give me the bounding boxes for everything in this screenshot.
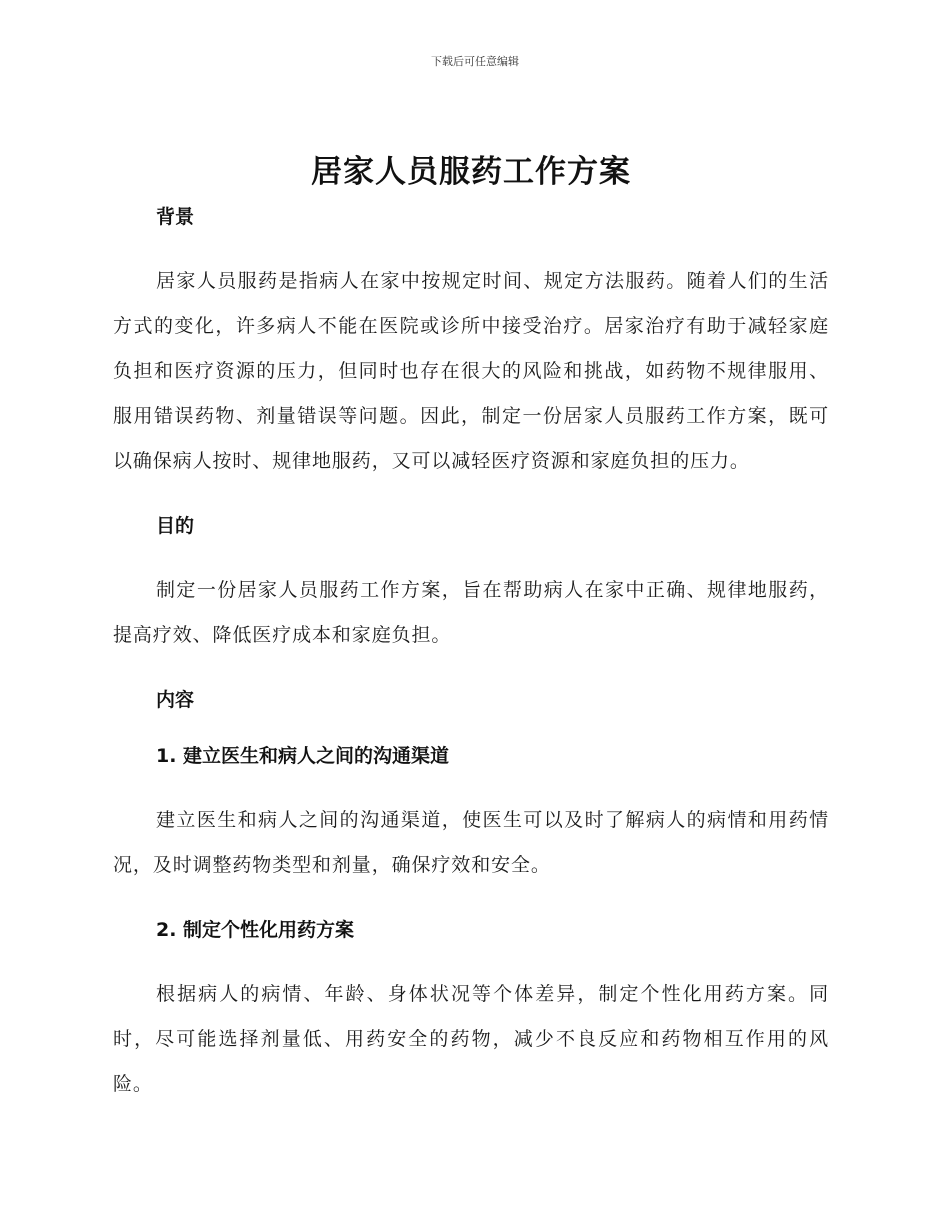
subsection-paragraph-personalized-plan: 根据病人的病情、年龄、身体状况等个体差异，制定个性化用药方案。同时，尽可能选择剂量低、用药安全的药物，减少不良反应和药物相互作用的风险。: [113, 983, 829, 1095]
section-heading-content: 内容: [156, 689, 195, 711]
document-title: 居家人员服药工作方案: [311, 154, 631, 190]
section-paragraph-background: 居家人员服药是指病人在家中按规定时间、规定方法服药。随着人们的生活方式的变化，许多病人不能在医院或诊所中接受治疗。居家治疗有助于减轻家庭负担和医疗资源的压力，但同时也存在很大的风险和挑战，如药物不规律服用、服用错误药物、剂量错误等问题。因此，制定一份居家人员服药工作方案，既可以确保病人按时、规律地服药，又可以减轻医疗资源和家庭负担的压力。: [113, 270, 829, 472]
content-item-communication: [113, 742, 829, 916]
subsection-paragraph-communication: 建立医生和病人之间的沟通渠道，使医生可以及时了解病人的病情和用药情况，及时调整药物类型和剂量，确保疗效和安全。: [113, 809, 829, 876]
document-body: [113, 150, 829, 1107]
section-heading-purpose: 目的: [156, 515, 195, 537]
section-content: [113, 686, 829, 1107]
subsection-heading-communication: 1. 建立医生和病人之间的沟通渠道: [156, 745, 450, 767]
section-heading-background: 背景: [156, 206, 195, 228]
section-purpose: [113, 512, 829, 686]
content-item-personalized-plan: [113, 916, 829, 1107]
subsection-heading-personalized-plan: 2. 制定个性化用药方案: [156, 919, 355, 941]
section-paragraph-purpose: 制定一份居家人员服药工作方案，旨在帮助病人在家中正确、规律地服药，提高疗效、降低医疗成本和家庭负担。: [113, 579, 829, 646]
page-header-watermark: 下载后可任意编辑: [431, 55, 519, 68]
section-background: [113, 203, 829, 512]
